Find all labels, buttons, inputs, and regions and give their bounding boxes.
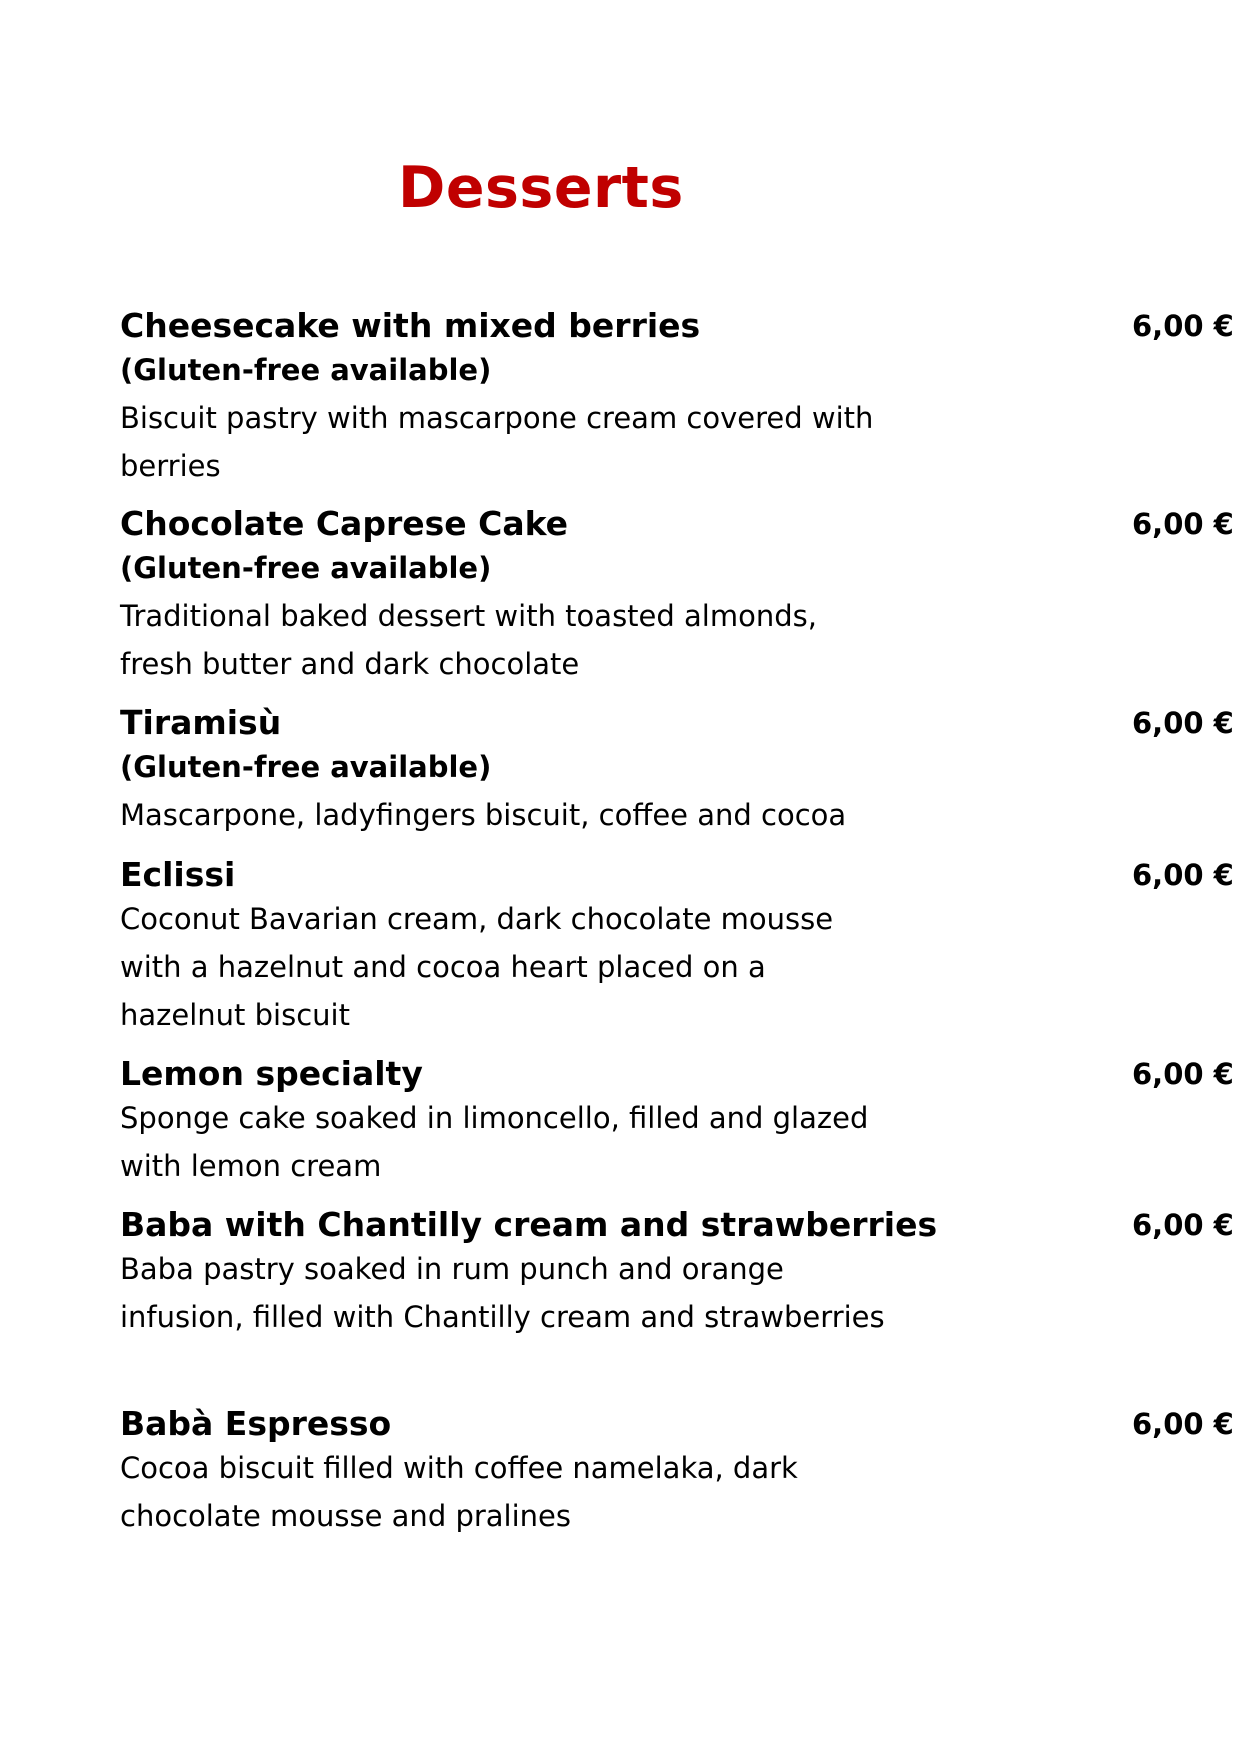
item-description — [120, 394, 940, 490]
item-note: (Gluten-free available) — [120, 353, 492, 387]
item-note: (Gluten-free available) — [120, 750, 492, 784]
item-description-line: berries — [120, 449, 221, 483]
item-description-line: infusion, filled with Chantilly cream and strawberries — [120, 1300, 885, 1334]
item-description-line: Traditional baked dessert with toasted almonds, — [120, 599, 817, 633]
menu-item-baba-chantilly — [120, 1205, 1234, 1341]
item-description-line: with a hazelnut and cocoa heart placed on a — [120, 950, 766, 984]
item-description — [120, 592, 940, 688]
menu-item-lemon-specialty — [120, 1054, 1234, 1190]
item-price: 6,00 € — [1132, 1407, 1234, 1441]
item-description-line: Sponge cake soaked in limoncello, filled and glazed — [120, 1101, 869, 1135]
menu-item-chocolate-caprese — [120, 504, 1234, 688]
item-description-line: chocolate mousse and pralines — [120, 1499, 571, 1533]
item-price: 6,00 € — [1132, 706, 1234, 740]
item-description-line: fresh butter and dark chocolate — [120, 647, 580, 681]
item-description-line: Mascarpone, ladyfingers biscuit, coffee and cocoa — [120, 798, 847, 832]
item-name: Lemon specialty — [120, 1054, 423, 1093]
item-description — [120, 1444, 940, 1540]
menu-item-eclissi — [120, 855, 1234, 1039]
item-price: 6,00 € — [1132, 858, 1234, 892]
item-price: 6,00 € — [1132, 1057, 1234, 1091]
item-price: 6,00 € — [1132, 507, 1234, 541]
item-price: 6,00 € — [1132, 1208, 1234, 1242]
item-description — [120, 1094, 940, 1190]
item-description-line: Coconut Bavarian cream, dark chocolate mousse — [120, 902, 834, 936]
item-description — [120, 1245, 940, 1341]
item-name: Chocolate Caprese Cake — [120, 504, 569, 543]
page-title: Desserts — [398, 155, 684, 221]
item-description-line: Cocoa biscuit filled with coffee namelaka, dark — [120, 1451, 798, 1485]
item-description-line: with lemon cream — [120, 1149, 382, 1183]
item-price: 6,00 € — [1132, 309, 1234, 343]
menu-item-cheesecake — [120, 306, 1234, 490]
menu-item-tiramisu — [120, 703, 1234, 839]
menu-item-baba-espresso — [120, 1404, 1234, 1540]
item-note: (Gluten-free available) — [120, 551, 492, 585]
item-name: Eclissi — [120, 855, 236, 894]
item-description — [120, 791, 940, 839]
item-description-line: hazelnut biscuit — [120, 998, 350, 1032]
item-name: Tiramisù — [120, 703, 282, 742]
item-name: Cheesecake with mixed berries — [120, 306, 701, 345]
item-name: Babà Espresso — [120, 1404, 392, 1443]
item-name: Baba with Chantilly cream and strawberries — [120, 1205, 938, 1244]
item-description — [120, 895, 940, 1039]
item-description-line: Baba pastry soaked in rum punch and orange — [120, 1252, 784, 1286]
item-description-line: Biscuit pastry with mascarpone cream covered with — [120, 401, 874, 435]
